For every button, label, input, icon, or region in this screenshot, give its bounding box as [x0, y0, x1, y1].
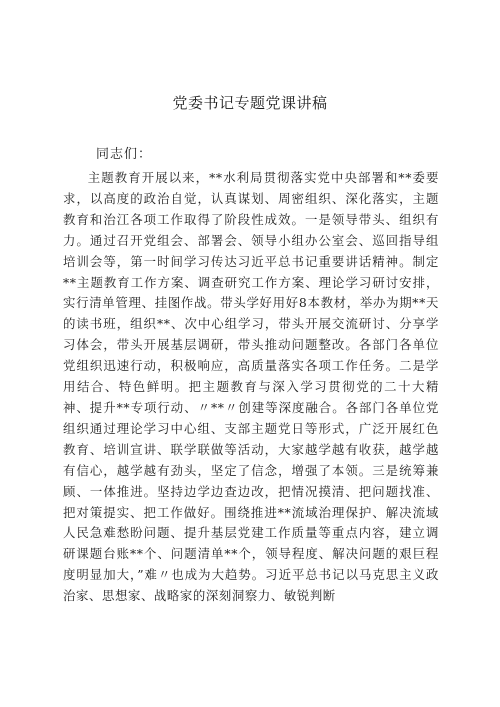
- page-title: 党委书记专题党课讲稿: [172, 94, 328, 112]
- body-paragraph: 主题教育开展以来，**水利局贯彻落实党中央部署和**委要求，以高度的政治自觉，认真谋划、周密组织、深化落实，主题教育和治江各项工作取得了阶段性成效。一是领导带头、组织有力。通过召开党组会、部署会、领导小组办公室会、巡回指导组培训会等，第一时间学习传达习近平总书记重要讲话精神。制定**主题教育工作方案、调查研究工作方案、理论学习研讨安排，实行清单管理、挂图作战。带头学好用好8本教材，举办为期**天的读书班，组织**、次中心组学习，带头开展交流研讨、分享学习体会，带头开展基层调研，带头推动问题整改。各部门各单位党组织迅速行动，积极响应，高质量落实各项工作任务。二是学用结合、特色鲜明。把主题教育与深入学习贯彻党的二十大精神、提升**专项行动、〃**〃创建等深度融合。各部门各单位党组织通过理论学习中心组、支部主题党日等形式，广泛开展红色教育、培训宣讲、联学联做等活动，大家越学越有收获，越学越有信心，越学越有劲头，坚定了信念，增强了本领。三是统筹兼顾、一体推进。坚持边学边查边改，把情况摸清、把问题找准、把对策提实、把工作做好。围绕推进**流域治理保护、解决流域人民急难愁盼问题、提升基层党建工作质量等重点内容，建立调研课题台账**个、问题清单**个，领导程度、解决问题的艰巨程度明显加大，”难〃也成为大趋势。习近平总书记以马克思主义政治家、思想家、战略家的深刻洞察力、敏锐判断: [63, 170, 439, 604]
- salutation: 同志们：: [96, 147, 153, 162]
